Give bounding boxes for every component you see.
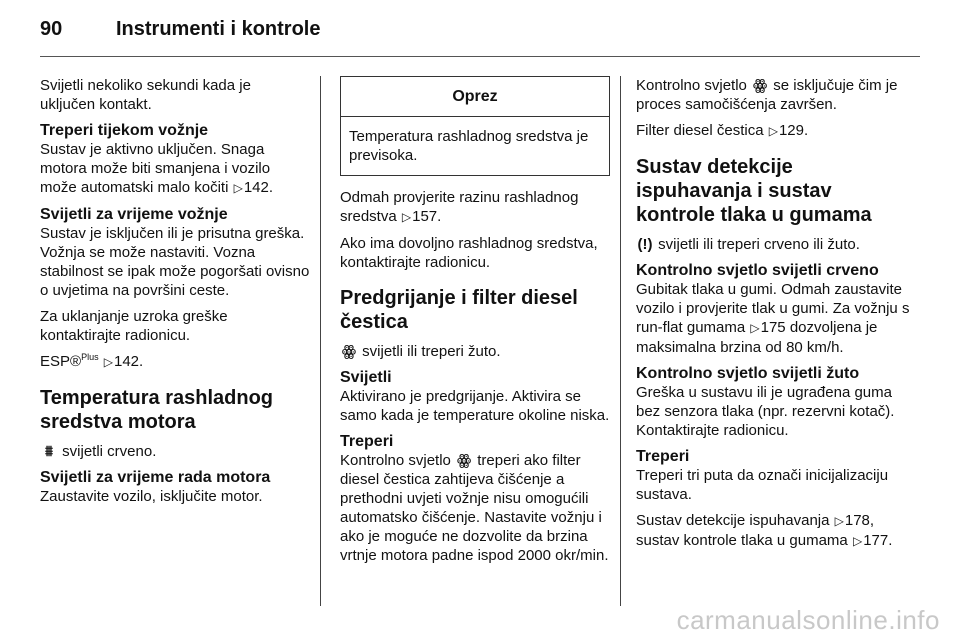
page-reference[interactable]: 129. bbox=[778, 122, 809, 139]
text: Sustav je aktivno uključen. Snaga motora može biti smanjena i vozilo može automatski malo kočiti bbox=[40, 141, 271, 196]
text: svijetli ili treperi žuto. bbox=[362, 343, 501, 360]
caution-box bbox=[340, 76, 610, 176]
text: Odmah provjerite razinu rashladnog sredstva bbox=[340, 189, 579, 225]
paragraph-stop-vehicle: Zaustavite vozilo, isključite motor. bbox=[40, 488, 263, 505]
reference-arrow-icon: ▷ bbox=[750, 321, 760, 335]
text: se isključuje čim je proces samočišćenja završen. bbox=[636, 77, 898, 113]
tire-pressure-icon: (!) bbox=[637, 236, 653, 253]
paragraph-self-cleaning bbox=[636, 76, 912, 114]
page-reference[interactable]: 157. bbox=[412, 208, 442, 225]
paragraph-contact-workshop: Za uklanjanje uzroka greške kontaktirajte radionicu. bbox=[40, 308, 228, 344]
subheading-flashing-while-driving: Treperi tijekom vožnje bbox=[40, 122, 209, 139]
intro-paragraph: Svijetli nekoliko sekundi kada je uključen kontakt. bbox=[40, 77, 251, 113]
page-reference[interactable]: 142. bbox=[114, 353, 144, 370]
paragraph-check-coolant bbox=[340, 188, 610, 227]
reference-arrow-icon: ▷ bbox=[401, 210, 412, 224]
reference-arrow-icon: ▷ bbox=[852, 534, 863, 548]
esp-superscript: Plus bbox=[81, 352, 99, 362]
subheading-lit-red: Kontrolno svjetlo svijetli crveno bbox=[636, 262, 879, 279]
text: 175 dozvoljena je maksimalna brzina od 80 km/h. bbox=[636, 319, 878, 356]
subheading-lit-yellow: Kontrolno svjetlo svijetli žuto bbox=[636, 365, 860, 382]
subheading-flashing: Treperi bbox=[636, 448, 690, 465]
page-reference[interactable]: 142. bbox=[243, 179, 274, 196]
caution-text: Temperatura rashladnog sredstva je previsoka. bbox=[349, 128, 589, 164]
paragraph-initialization: Treperi tri puta da označi inicijalizaciju sustava. bbox=[636, 467, 889, 503]
subheading-lit: Svijetli bbox=[340, 369, 392, 386]
heading-coolant-temperature: Temperatura rashladnog sredstva motora bbox=[40, 387, 274, 433]
caution-title: Oprez bbox=[341, 77, 609, 117]
paragraph-lit-while-driving: Sustav je isključen ili je prisutna greška. Vožnja se može nastaviti. Vozna stabilnost se ipak može pogoršati ovisno o uvjetima na površini ceste. bbox=[40, 225, 310, 299]
tpms-indicator-line bbox=[636, 235, 912, 254]
text: Sustav detekcije ispuhavanja bbox=[636, 512, 830, 529]
glow-plug-icon: ꙮ bbox=[456, 452, 472, 469]
page-title: Instrumenti i kontrole bbox=[116, 18, 321, 40]
text: svijetli ili treperi crveno ili žuto. bbox=[658, 236, 860, 253]
column-1 bbox=[40, 76, 310, 513]
paragraph-flashing-while-driving bbox=[40, 140, 310, 198]
heading-tire-pressure: Sustav detekcije ispuhavanja i sustav kontrole tlaka u gumama bbox=[636, 156, 872, 226]
column-2 bbox=[340, 76, 610, 572]
glow-plug-icon: ꙮ bbox=[341, 343, 357, 360]
esp-label: ESP® bbox=[40, 353, 82, 370]
reference-arrow-icon: ▷ bbox=[834, 514, 844, 528]
text: Filter diesel čestica bbox=[636, 122, 764, 139]
glow-indicator-line bbox=[340, 342, 610, 361]
paragraph-preheating-active: Aktivirano je predgrijanje. Aktivira se samo kada je temperature okoline niska. bbox=[340, 388, 610, 424]
page-reference[interactable]: 178, bbox=[844, 512, 875, 529]
paragraph-system-fault: Greška u sustavu ili je ugrađena guma bez senzora tlaka (npr. rezervni kotač). Kontaktirajte radionicu. bbox=[636, 384, 895, 439]
paragraph-filter-reference bbox=[636, 121, 912, 141]
reference-arrow-icon: ▷ bbox=[768, 124, 778, 138]
subheading-lit-while-driving: Svijetli za vrijeme vožnje bbox=[40, 206, 228, 223]
glow-plug-icon: ꙮ bbox=[752, 77, 768, 94]
reference-arrow-icon: ▷ bbox=[233, 181, 243, 195]
page-reference[interactable]: 177. bbox=[863, 532, 893, 549]
header-rule bbox=[40, 56, 920, 57]
heading-preheating: Predgrijanje i filter diesel čestica bbox=[340, 287, 578, 333]
watermark: carmanualsonline.info bbox=[676, 605, 940, 635]
reference-arrow-icon: ▷ bbox=[103, 355, 113, 369]
esp-reference bbox=[40, 352, 310, 372]
column-divider-1 bbox=[320, 76, 321, 606]
text: Kontrolno svjetlo bbox=[636, 77, 747, 94]
paragraph-pressure-loss bbox=[636, 280, 912, 357]
column-divider-2 bbox=[620, 76, 621, 606]
page-number: 90 bbox=[40, 18, 63, 40]
text: sustav kontrole tlaka u gumama bbox=[636, 532, 848, 549]
paragraph-system-references bbox=[636, 511, 912, 551]
text: Gubitak tlaka u gumi. Odmah zaustavite vozilo i provjerite tlak u gumi. Za vožnju s run-flat gumama bbox=[636, 281, 910, 336]
column-3 bbox=[636, 76, 912, 558]
coolant-indicator-line bbox=[40, 442, 310, 461]
text: treperi ako filter diesel čestica zahtijeva čišćenje a prethodni uvjeti vožnje nisu omogućili automatsko čišćenje. Nastavite vožnju i ako je moguće ne dozvolite da brzina vrtnje motora padne ispod 2000 okr/min. bbox=[340, 452, 609, 564]
text: svijetli crveno. bbox=[62, 443, 157, 460]
subheading-flashing: Treperi bbox=[340, 433, 394, 450]
paragraph-filter-cleaning bbox=[340, 451, 610, 565]
text: Kontrolno svjetlo bbox=[340, 452, 451, 469]
paragraph-enough-coolant: Ako ima dovoljno rashladnog sredstva, kontaktirajte radionicu. bbox=[340, 235, 598, 271]
subheading-lit-engine-running: Svijetli za vrijeme rada motora bbox=[40, 469, 271, 486]
coolant-temperature-icon: ⩩ bbox=[44, 443, 53, 460]
